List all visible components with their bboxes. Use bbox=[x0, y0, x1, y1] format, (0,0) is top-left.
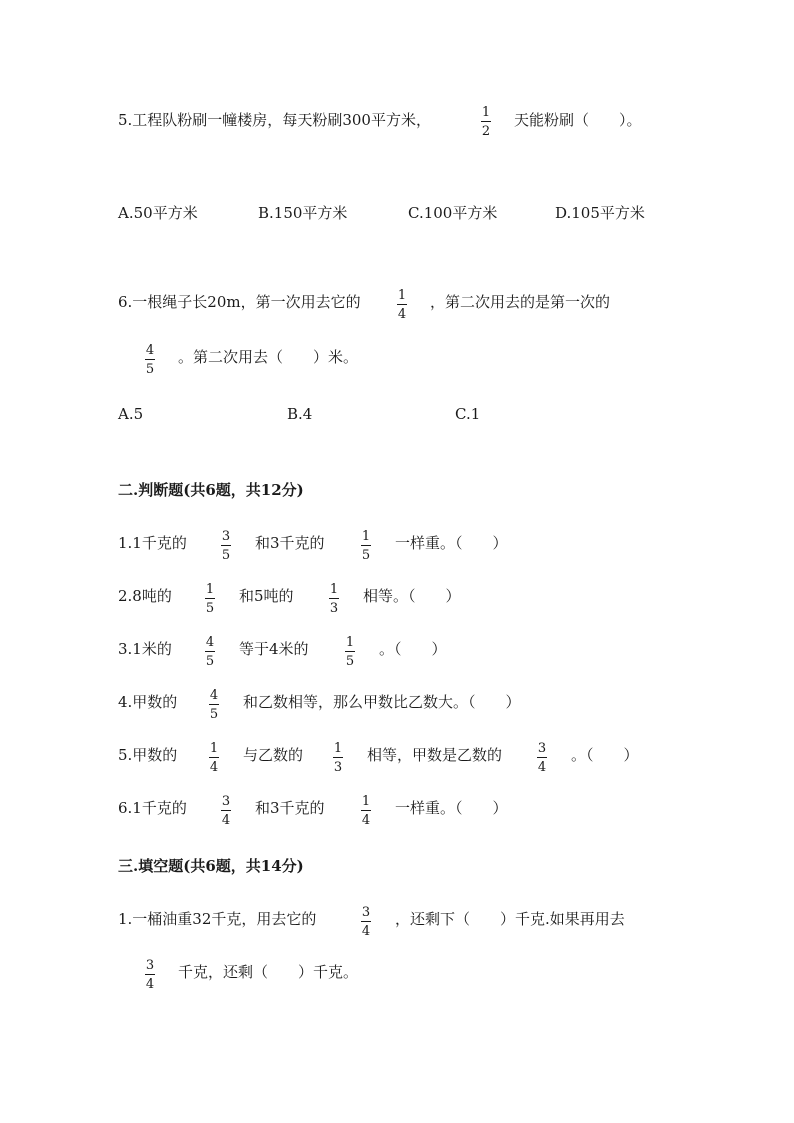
q5-fraction: 1 2 bbox=[481, 105, 491, 139]
s2-item6-b: 和3千克的 bbox=[255, 799, 325, 817]
s3-q1-text-after: 千克，还剩（ ）千克。 bbox=[178, 963, 359, 981]
s2-item4-b: 和乙数相等，那么甲数比乙数大。（ ） bbox=[243, 693, 521, 711]
q5-text-after: 天能粉刷（ ）。 bbox=[514, 111, 642, 129]
s2-item2-a: 2.8吨的 bbox=[118, 587, 172, 605]
s2-item5-c: 相等，甲数是乙数的 bbox=[367, 746, 503, 764]
s2-item2-c: 相等。（ ） bbox=[363, 587, 461, 605]
q6-text-mid: ，第二次用去的是第一次的 bbox=[430, 293, 611, 311]
s2-item3-a: 3.1米的 bbox=[118, 640, 172, 658]
q5-option-c: C.100平方米 bbox=[408, 204, 498, 222]
s2-item3-b: 等于4米的 bbox=[239, 640, 309, 658]
s2-item5-frac3: 3 4 bbox=[537, 741, 547, 775]
s2-item4-frac1: 4 5 bbox=[209, 688, 219, 722]
section3-heading: 三.填空题(共6题，共14分) bbox=[118, 857, 304, 875]
s2-item6-a: 6.1千克的 bbox=[118, 799, 187, 817]
s2-item3-frac2: 1 5 bbox=[345, 635, 355, 669]
s2-item6-frac1: 3 4 bbox=[221, 794, 231, 828]
s2-item3-frac1: 4 5 bbox=[205, 635, 215, 669]
s3-q1-fraction-1: 3 4 bbox=[361, 905, 371, 939]
s2-item5-a: 5.甲数的 bbox=[118, 746, 178, 764]
q6-option-b: B.4 bbox=[287, 405, 313, 423]
s2-item1-frac1: 3 5 bbox=[221, 529, 231, 563]
q5-text-before: 5.工程队粉刷一幢楼房，每天粉刷300平方米， bbox=[118, 111, 431, 129]
s2-item5-frac2: 1 3 bbox=[333, 741, 343, 775]
q6-text-before: 6.一根绳子长20m，第一次用去它的 bbox=[118, 293, 361, 311]
q6-text-after: 。第二次用去（ ）米。 bbox=[178, 348, 359, 366]
s3-q1-fraction-2: 3 4 bbox=[145, 958, 155, 992]
q6-fraction-2: 4 5 bbox=[145, 343, 155, 377]
s2-item1-a: 1.1千克的 bbox=[118, 534, 187, 552]
s2-item3-c: 。（ ） bbox=[379, 640, 447, 658]
s2-item4-a: 4.甲数的 bbox=[118, 693, 178, 711]
s2-item6-c: 一样重。（ ） bbox=[395, 799, 508, 817]
s3-q1-text-mid: ，还剩下（ ）千克.如果再用去 bbox=[395, 910, 625, 928]
q5-option-d: D.105平方米 bbox=[555, 204, 645, 222]
s2-item2-frac2: 1 3 bbox=[329, 582, 339, 616]
q6-fraction-1: 1 4 bbox=[397, 288, 407, 322]
s2-item1-b: 和3千克的 bbox=[255, 534, 325, 552]
s3-q1-text-before: 1.一桶油重32千克，用去它的 bbox=[118, 910, 317, 928]
section2-heading: 二.判断题(共6题，共12分) bbox=[118, 481, 304, 499]
s2-item2-b: 和5吨的 bbox=[239, 587, 294, 605]
q6-option-a: A.5 bbox=[118, 405, 144, 423]
s2-item1-c: 一样重。（ ） bbox=[395, 534, 508, 552]
q5-option-a: A.50平方米 bbox=[118, 204, 198, 222]
q6-option-c: C.1 bbox=[455, 405, 481, 423]
s2-item5-frac1: 1 4 bbox=[209, 741, 219, 775]
s2-item6-frac2: 1 4 bbox=[361, 794, 371, 828]
s2-item2-frac1: 1 5 bbox=[205, 582, 215, 616]
s2-item5-d: 。（ ） bbox=[571, 746, 639, 764]
s2-item5-b: 与乙数的 bbox=[243, 746, 304, 764]
s2-item1-frac2: 1 5 bbox=[361, 529, 371, 563]
q5-option-b: B.150平方米 bbox=[258, 204, 348, 222]
